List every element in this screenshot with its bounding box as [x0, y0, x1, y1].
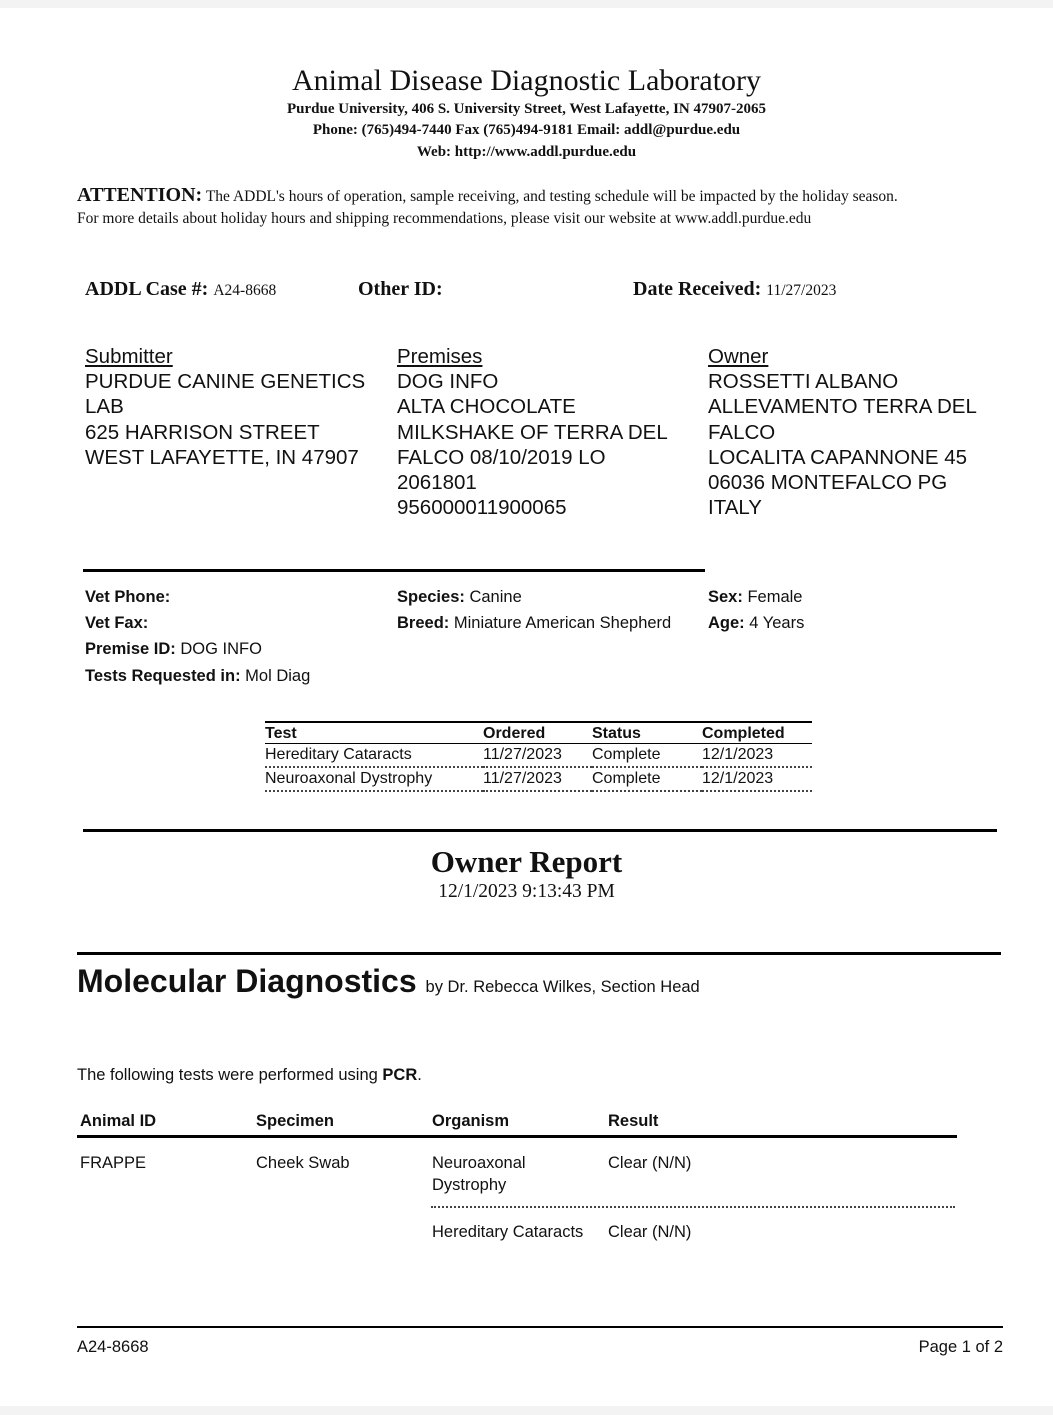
sex: [708, 588, 802, 607]
submitter-title: Submitter: [85, 345, 173, 368]
organism: Hereditary Cataracts: [432, 1223, 584, 1241]
attention-line-2: For more details about holiday hours and shipping recommendations, please visit our website at www.addl.purdue.edu: [77, 210, 812, 227]
results-row-divider: [431, 1206, 955, 1208]
tests-table: [265, 721, 812, 792]
breed-value: Miniature American Shepherd: [453, 614, 672, 632]
footer-case: A24-8668: [77, 1338, 149, 1356]
age: [708, 614, 804, 633]
premise-id-value: DOG INFO: [180, 640, 262, 658]
submitter-line: 625 HARRISON STREET: [85, 420, 320, 444]
premises-title: Premises: [397, 345, 483, 368]
report-page: [0, 8, 1053, 1406]
species-value: Canine: [469, 588, 522, 606]
submitter-block: [85, 344, 365, 470]
premises-block: [397, 344, 668, 520]
vet-phone-label: Vet Phone:: [85, 588, 171, 606]
sex-value: Female: [747, 588, 803, 606]
method-name: PCR: [382, 1066, 418, 1084]
premise-id-label: Premise ID:: [85, 640, 176, 658]
section-divider: [83, 829, 997, 832]
results-col-specimen: Specimen: [256, 1112, 334, 1130]
col-test: Test: [265, 722, 483, 744]
breed-label: Breed:: [397, 614, 450, 632]
lab-name: Animal Disease Diagnostic Laboratory: [291, 64, 762, 97]
submitter-line: PURDUE CANINE GENETICS: [85, 370, 366, 394]
age-label: Age:: [708, 614, 745, 632]
section-byline: by Dr. Rebecca Wilkes, Section Head: [425, 978, 700, 996]
footer-rule: [77, 1326, 1003, 1328]
vet-phone: [85, 588, 170, 607]
tests-requested-label: Tests Requested in:: [85, 667, 241, 685]
sex-label: Sex:: [708, 588, 743, 606]
owner-line: 06036 MONTEFALCO PG: [708, 471, 948, 495]
premises-line: 2061801: [397, 471, 477, 495]
case-number: [85, 278, 276, 301]
test-status: Complete: [592, 767, 702, 791]
premises-line: MILKSHAKE OF TERRA DEL: [397, 420, 668, 444]
species-label: Species:: [397, 588, 465, 606]
table-row: [265, 767, 812, 791]
lab-address: Purdue University, 406 S. University Street, West Lafayette, IN 47907-2065: [287, 101, 766, 117]
premises-line: 956000011900065: [397, 496, 567, 520]
col-completed: Completed: [702, 722, 812, 744]
page-number: Page 1 of 2: [918, 1338, 1003, 1356]
results-col-result: Result: [608, 1112, 659, 1130]
test-completed: 12/1/2023: [702, 744, 812, 768]
result: Clear (N/N): [608, 1154, 692, 1172]
test-ordered: 11/27/2023: [483, 767, 592, 791]
case-number-value: A24-8668: [213, 282, 277, 299]
owner-line: FALCO: [708, 420, 776, 444]
owner-line: ITALY: [708, 496, 762, 520]
owner-line: ROSSETTI ALBANO: [708, 370, 899, 394]
species: [397, 588, 522, 607]
owner-title: Owner: [708, 345, 769, 368]
tests-requested: [85, 667, 310, 686]
vet-fax-label: Vet Fax:: [85, 614, 149, 632]
col-ordered: Ordered: [483, 722, 592, 744]
age-value: 4 Years: [749, 614, 805, 632]
results-col-animal-id: Animal ID: [80, 1112, 157, 1130]
date-received: [633, 278, 836, 301]
tests-requested-value: Mol Diag: [245, 667, 311, 685]
result: Clear (N/N): [608, 1223, 692, 1241]
results-col-organism: Organism: [432, 1112, 510, 1130]
section-divider: [83, 569, 705, 572]
section-divider: [77, 952, 1001, 955]
section-title-text: Molecular Diagnostics: [77, 963, 417, 999]
test-name: Neuroaxonal Dystrophy: [265, 767, 483, 791]
case-number-label: ADDL Case #:: [85, 278, 209, 300]
test-name: Hereditary Cataracts: [265, 744, 483, 768]
organism: Neuroaxonal Dystrophy: [432, 1154, 526, 1194]
submitter-line: WEST LAFAYETTE, IN 47907: [85, 445, 359, 469]
method-note: [77, 1066, 422, 1085]
report-datetime: 12/1/2023 9:13:43 PM: [438, 881, 615, 902]
date-received-label: Date Received:: [633, 278, 762, 300]
owner-line: LOCALITA CAPANNONE 45: [708, 445, 967, 469]
breed: [397, 614, 671, 633]
premises-line: ALTA CHOCOLATE: [397, 395, 576, 419]
premises-line: FALCO 08/10/2019 LO: [397, 445, 606, 469]
results-header-rule: [77, 1135, 957, 1138]
other-id-label: Other ID:: [358, 278, 443, 300]
test-status: Complete: [592, 744, 702, 768]
owner-block: [708, 344, 977, 520]
col-status: Status: [592, 722, 702, 744]
lab-web: Web: http://www.addl.purdue.edu: [416, 144, 637, 160]
date-received-value: 11/27/2023: [766, 282, 837, 299]
owner-line: ALLEVAMENTO TERRA DEL: [708, 395, 977, 419]
test-completed: 12/1/2023: [702, 767, 812, 791]
other-id: [358, 278, 443, 301]
submitter-line: LAB: [85, 395, 124, 419]
lab-contact: Phone: (765)494-7440 Fax (765)494-9181 Email: addl@purdue.edu: [312, 122, 741, 138]
table-row: [265, 744, 812, 768]
animal-id: FRAPPE: [80, 1154, 147, 1172]
attention-line-1: The ADDL's hours of operation, sample receiving, and testing schedule will be impacted by the holiday season.: [205, 188, 898, 205]
tests-header-row: [265, 722, 812, 744]
method-prefix: The following tests were performed using: [77, 1066, 383, 1084]
attention-notice: [77, 184, 898, 230]
premises-line: DOG INFO: [397, 370, 499, 394]
section-title: [77, 963, 700, 1000]
test-ordered: 11/27/2023: [483, 744, 592, 768]
vet-fax: [85, 614, 148, 633]
report-title: Owner Report: [430, 844, 623, 879]
specimen: Cheek Swab: [256, 1154, 350, 1172]
method-suffix: .: [417, 1066, 422, 1084]
attention-label: ATTENTION:: [77, 184, 203, 206]
premise-id: [85, 640, 262, 659]
